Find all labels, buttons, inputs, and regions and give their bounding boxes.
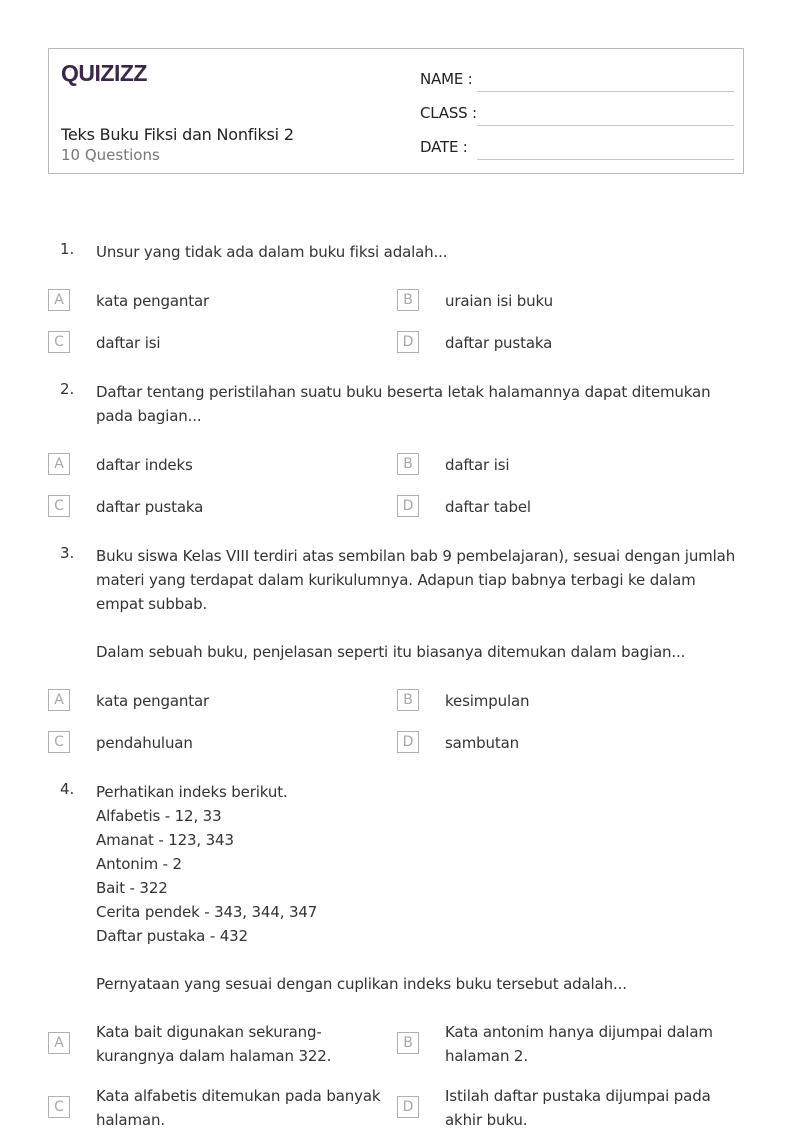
quizizz-logo [61, 59, 153, 89]
option-letter: A [48, 689, 70, 711]
option-text: kata pengantar [96, 692, 210, 710]
name-label: NAME : [420, 70, 473, 88]
option-text: Istilah daftar pustaka dijumpai pada akhir buku. [445, 1087, 711, 1129]
option-text: Kata antonim hanya dijumpai dalam halaman 2. [445, 1023, 713, 1065]
option-text: kesimpulan [445, 692, 530, 710]
option-text: pendahuluan [96, 734, 193, 752]
option-letter: A [48, 289, 70, 311]
question-text: Perhatikan indeks berikut. Alfabetis - 12, 33 Amanat - 123, 343 Antonim - 2 Bait - 322 Cerita pendek - 343, 344, 347 Daftar pustaka - 432 Pernyataan yang sesuai dengan cuplikan indeks buku tersebut adalah... [96, 783, 627, 993]
option-letter: D [397, 731, 419, 753]
option-text: daftar pustaka [445, 334, 553, 352]
class-line[interactable] [477, 125, 734, 126]
class-label: CLASS : [420, 104, 477, 122]
date-label: DATE : [420, 138, 468, 156]
option-letter: C [48, 1096, 70, 1118]
option-text: daftar isi [96, 334, 161, 352]
class-field[interactable] [420, 98, 734, 126]
option-text: daftar indeks [96, 456, 193, 474]
option-text: sambutan [445, 734, 520, 752]
option-letter: B [397, 1032, 419, 1054]
option-letter: C [48, 331, 70, 353]
option-text: uraian isi buku [445, 292, 553, 310]
option-letter: B [397, 689, 419, 711]
question-count: 10 Questions [61, 146, 160, 164]
option-text: kata pengantar [96, 292, 210, 310]
worksheet-title: Teks Buku Fiksi dan Nonfiksi 2 [61, 125, 294, 144]
option-letter: A [48, 453, 70, 475]
question-text: Buku siswa Kelas VIII terdiri atas sembilan bab 9 pembelajaran), sesuai dengan jumlah materi yang terdapat dalam kurikulumnya. Adapun tiap babnya terbagi ke dalam empat subbab. Dalam sebuah buku, penjelasan seperti itu biasanya ditemukan dalam bagian... [96, 547, 736, 661]
option-letter: D [397, 495, 419, 517]
option-text: daftar tabel [445, 498, 531, 516]
worksheet-header [48, 48, 744, 174]
question-text: Daftar tentang peristilahan suatu buku beserta letak halamannya dapat ditemukan pada bagian... [96, 383, 711, 425]
logo-text: QUIZIZZ [61, 60, 147, 86]
option-text: Kata alfabetis ditemukan pada banyak halaman. [96, 1087, 381, 1129]
question-text: Unsur yang tidak ada dalam buku fiksi adalah... [96, 243, 448, 261]
option-letter: C [48, 495, 70, 517]
name-field[interactable] [420, 64, 734, 92]
option-letter: D [397, 1096, 419, 1118]
option-letter: C [48, 731, 70, 753]
question-number: 3. [60, 544, 75, 562]
question-number: 1. [60, 240, 75, 258]
option-letter: D [397, 331, 419, 353]
question-number: 4. [60, 780, 75, 798]
option-text: daftar pustaka [96, 498, 204, 516]
name-line[interactable] [477, 91, 734, 92]
question-number: 2. [60, 380, 75, 398]
option-letter: B [397, 453, 419, 475]
date-line[interactable] [477, 159, 734, 160]
option-text: Kata bait digunakan sekurang-kurangnya dalam halaman 322. [96, 1023, 332, 1065]
date-field[interactable] [420, 132, 734, 160]
option-letter: A [48, 1032, 70, 1054]
option-letter: B [397, 289, 419, 311]
option-text: daftar isi [445, 456, 510, 474]
